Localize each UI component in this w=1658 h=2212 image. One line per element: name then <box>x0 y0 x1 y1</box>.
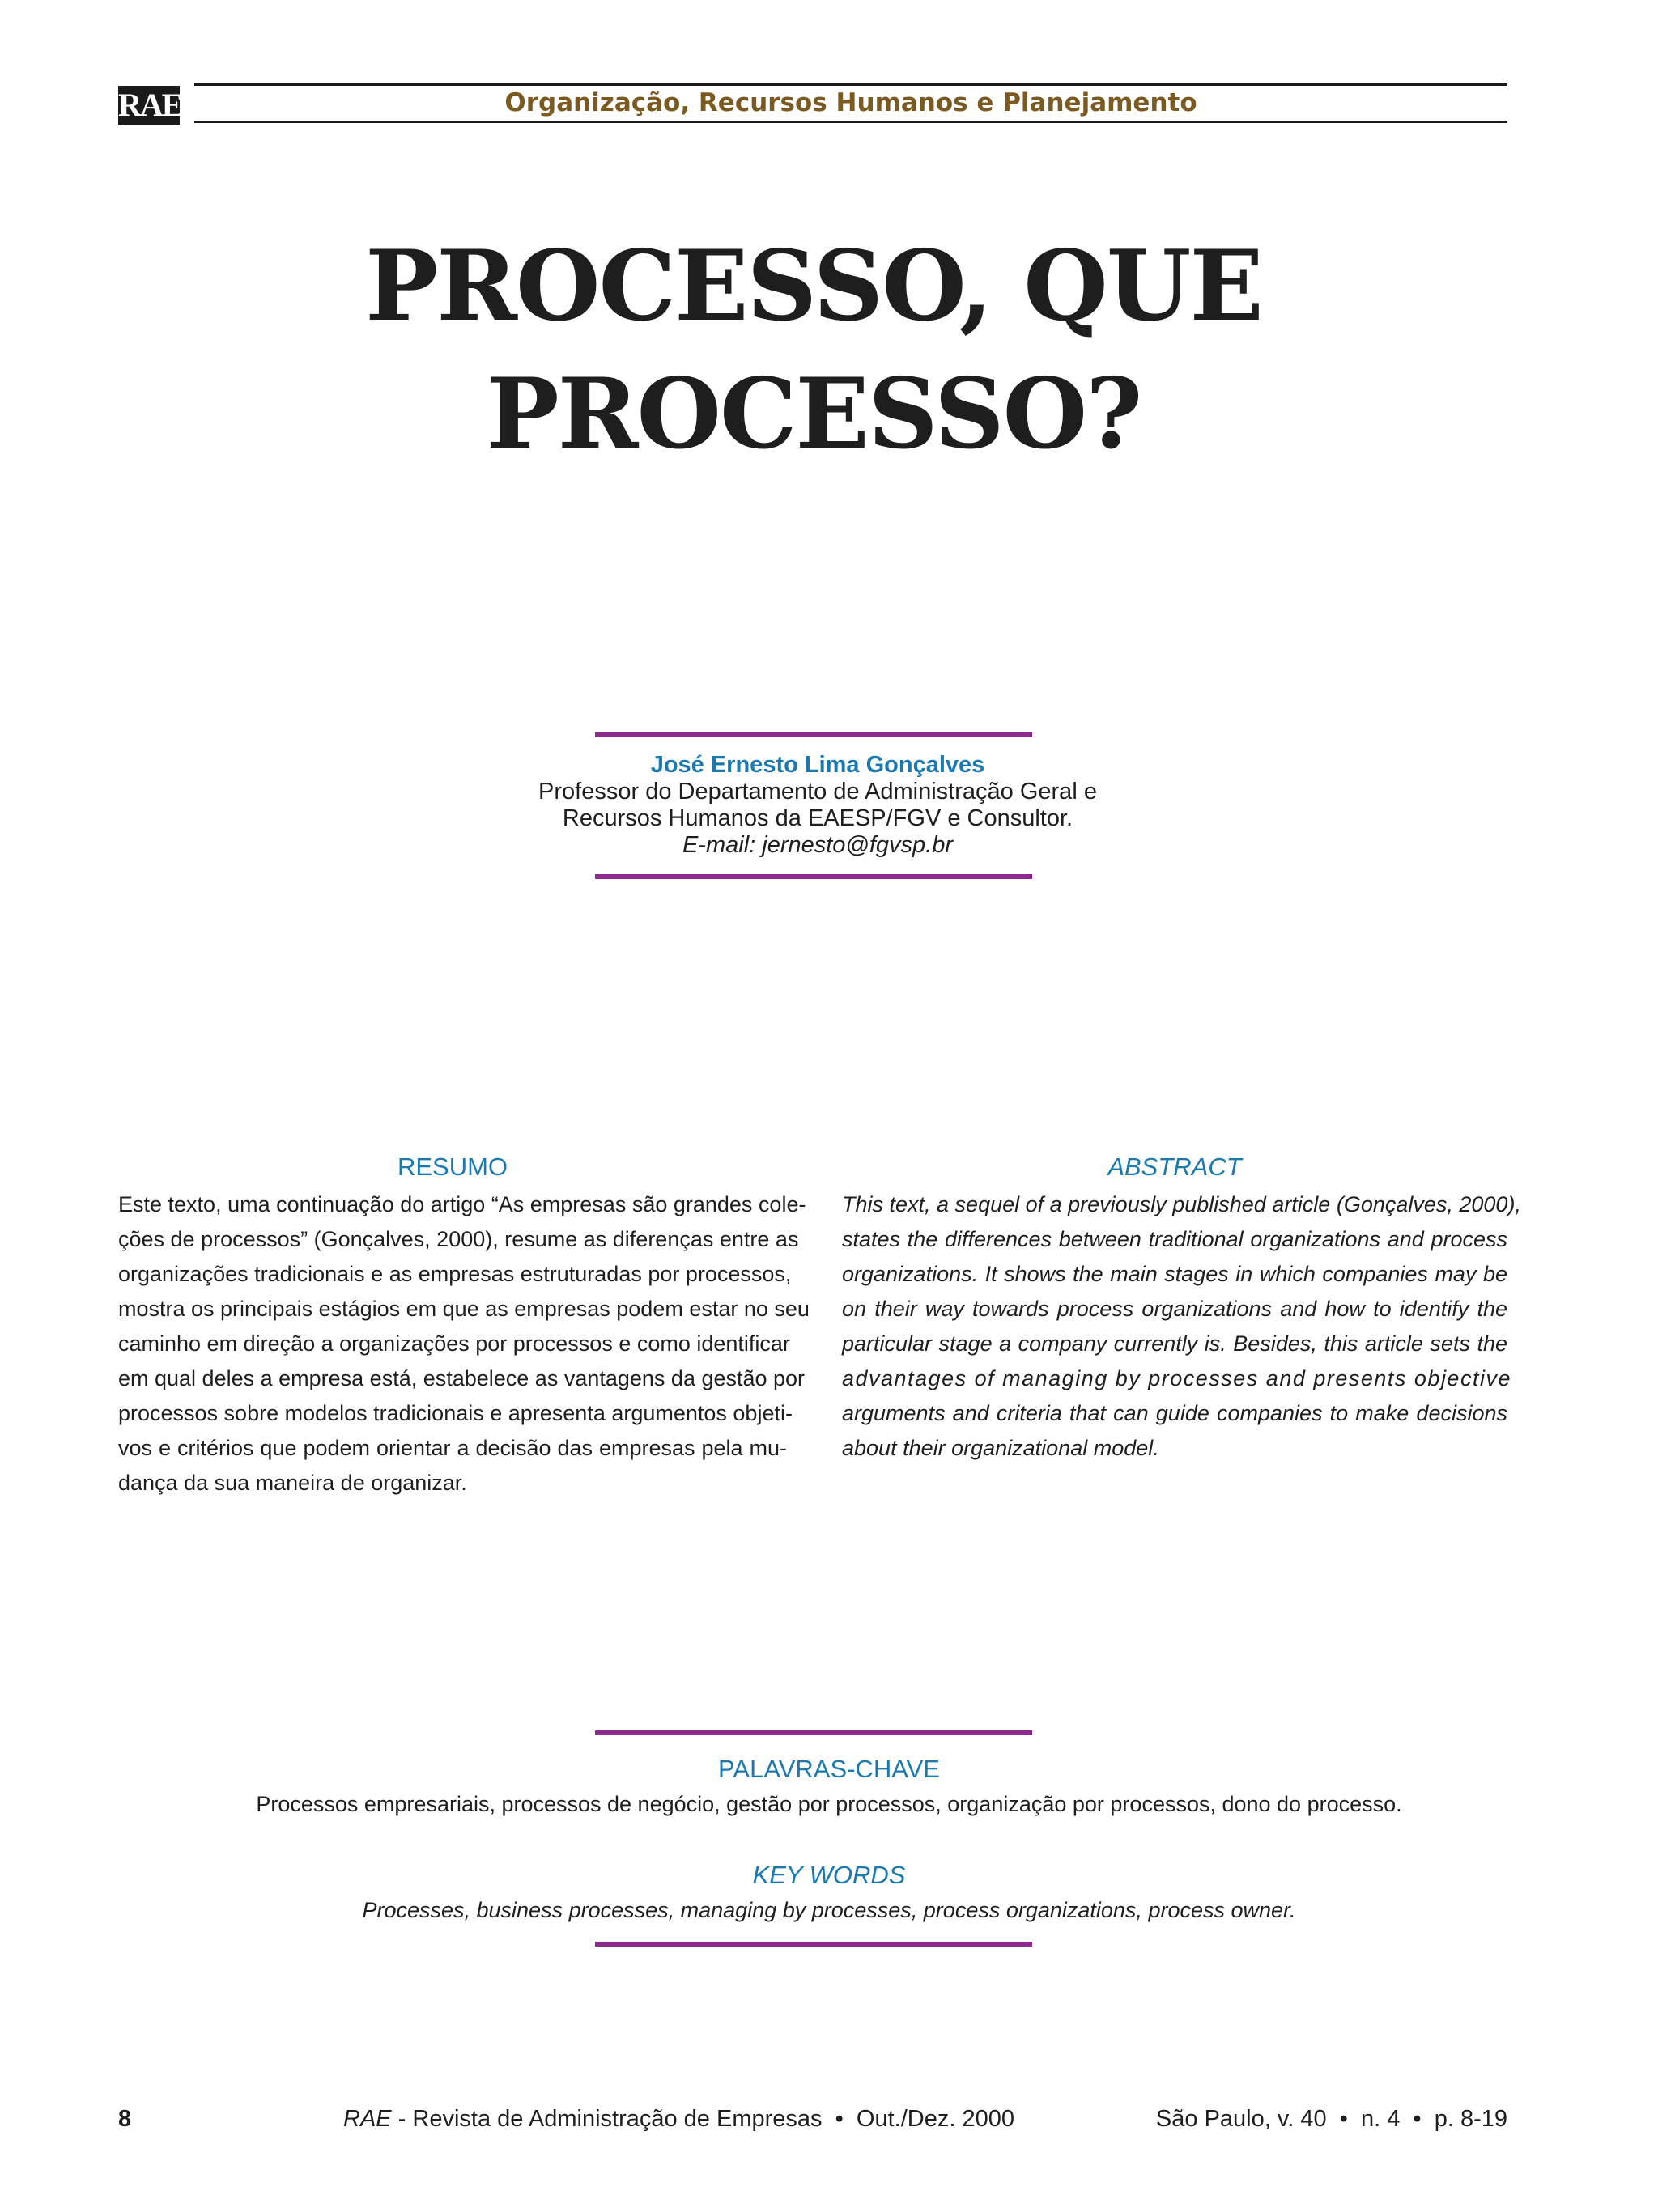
keywords-en-heading: KEY WORDS <box>752 1861 906 1889</box>
resumo-line: mostra os principais estágios em que as empresas podem estar no seu <box>118 1297 810 1321</box>
resumo-line: caminho em direção a organizações por processos e como identificar <box>118 1331 790 1356</box>
journal-logo: RAE <box>118 87 182 123</box>
keywords-rule-top <box>595 1730 1032 1735</box>
abstract-line: about their organizational model. <box>842 1436 1159 1460</box>
resumo-line: em qual deles a empresa está, estabelece as vantagens da gestão por <box>118 1366 806 1390</box>
author-email[interactable]: E-mail: jernesto@fgvsp.br <box>682 832 954 858</box>
author-affiliation <box>405 779 1231 832</box>
affiliation-line-2: Recursos Humanos da EAESP/FGV e Consultor. <box>562 805 1073 831</box>
keywords-pt-text: Processos empresariais, processos de negócio, gestão por processos, organização por processos, dono do processo. <box>256 1792 1402 1816</box>
page-number: 8 <box>118 2106 132 2132</box>
abstract-line: This text, a sequel of a previously published article (Gonçalves, 2000), <box>842 1192 1521 1216</box>
abstract-line: arguments and criteria that can guide companies to make decisions <box>842 1401 1507 1425</box>
resumo-line: Este texto, uma continuação do artigo “As empresas são grandes cole- <box>118 1192 806 1216</box>
article-title <box>162 223 1465 478</box>
author-rule-top <box>595 732 1032 737</box>
resumo-line: organizações tradicionais e as empresas estruturadas por processos, <box>118 1262 792 1286</box>
journal-abbr: RAE <box>343 2106 392 2132</box>
abstract-heading: ABSTRACT <box>1107 1153 1242 1181</box>
keywords-pt-heading: PALAVRAS-CHAVE <box>718 1755 940 1783</box>
section-title: Organização, Recursos Humanos e Planejamento <box>504 88 1197 117</box>
resumo-line: dança da sua maneira de organizar. <box>118 1471 467 1495</box>
resumo-line: ções de processos” (Gonçalves, 2000), resume as diferenças entre as <box>118 1227 799 1251</box>
abstract-line: particular stage a company currently is. Besides, this article sets the <box>842 1331 1507 1356</box>
title-line-1: PROCESSO, QUE <box>365 229 1262 343</box>
header-rule-top <box>194 83 1507 86</box>
resumo-line: processos sobre modelos tradicionais e apresenta argumentos objeti- <box>118 1401 793 1425</box>
abstract-line: organizations. It shows the main stages in which companies may be <box>842 1262 1507 1286</box>
resumo-text <box>118 1187 810 1501</box>
affiliation-line-1: Professor do Departamento de Administração Geral e <box>538 779 1097 805</box>
abstract-line: advantages of managing by processes and presents objective <box>842 1366 1511 1390</box>
keywords-rule-bottom <box>595 1942 1032 1947</box>
citation: São Paulo, v. 40 • n. 4 • p. 8-19 <box>1155 2106 1507 2132</box>
title-line-2: PROCESSO? <box>486 357 1141 471</box>
abstract-line: on their way towards process organizations and how to identify the <box>842 1297 1507 1321</box>
journal-reference <box>343 2104 1014 2133</box>
keywords-en-text: Processes, business processes, managing by processes, process organizations, process owner. <box>362 1898 1296 1922</box>
resumo-heading: RESUMO <box>397 1153 508 1181</box>
abstract-text <box>842 1187 1521 1466</box>
resumo-line: vos e critérios que podem orientar a decisão das empresas pela mu- <box>118 1436 787 1460</box>
author-name: José Ernesto Lima Gonçalves <box>650 752 985 778</box>
author-rule-bottom <box>595 874 1032 879</box>
journal-name-date: - Revista de Administração de Empresas • Out./Dez. 2000 <box>391 2106 1014 2132</box>
abstract-line: states the differences between traditional organizations and process <box>842 1227 1507 1251</box>
header-rule-bottom <box>194 121 1507 123</box>
